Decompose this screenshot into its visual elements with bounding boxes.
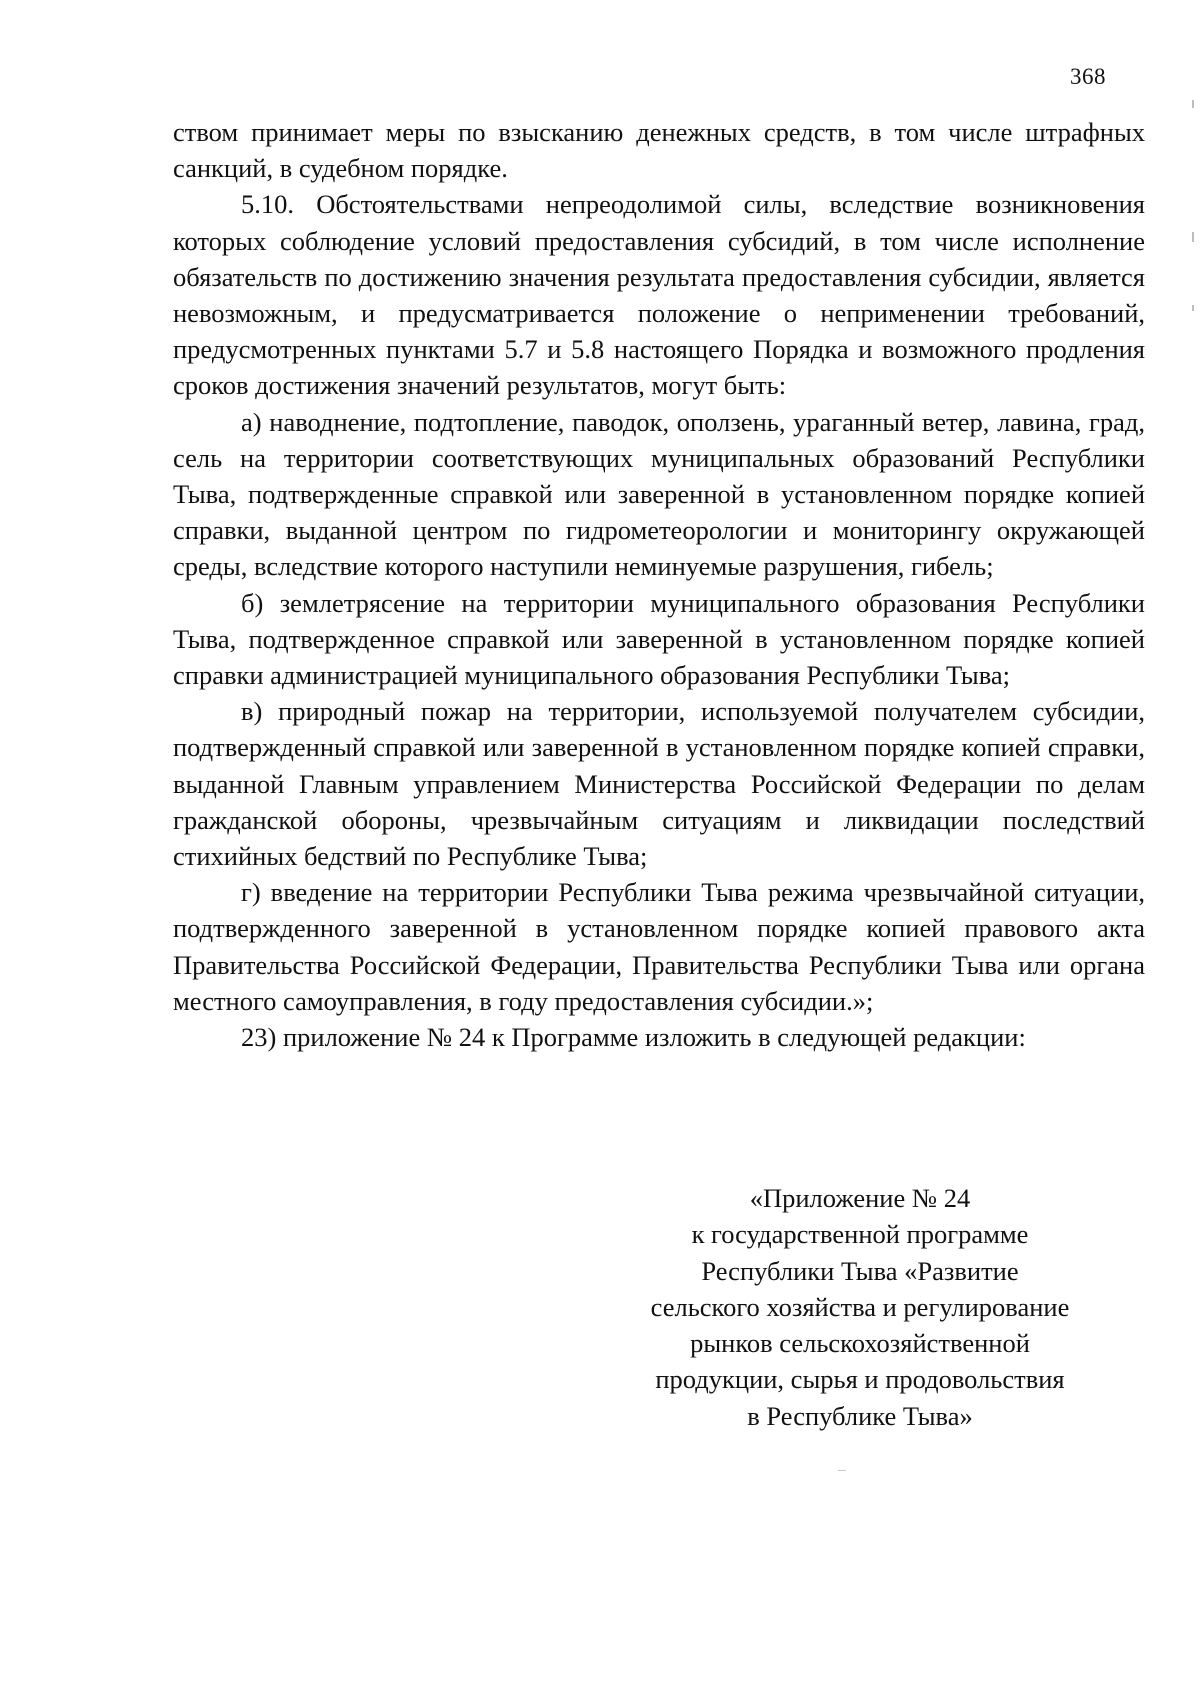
appendix-line: «Приложение № 24 bbox=[749, 1183, 971, 1213]
appendix-header bbox=[620, 1180, 1100, 1434]
paragraph-item-a: а) наводнение, подтопление, паводок, оползень, ураганный ветер, лавина, град, сель на территории соответствующих муниципальных образований Республики Тыва, подтвержденные справкой или заверенной в установленном порядке копией справки, выданной центром по гидрометеорологии и мониторингу окружающей среды, вследствие которого наступили неминуемые разрушения, гибель; bbox=[173, 406, 1145, 582]
appendix-line: к государственной программе bbox=[691, 1219, 1029, 1250]
paragraph-item-v: в) природный пожар на территории, используемой получателем субсидии, подтвержденный справкой или заверенной в установленном порядке копией справки, выданной Главным управлением Министерства Российской Федерации по делам гражданской обороны, чрезвычайным ситуациям и ликвидации последствий стихийных бедствий по Республике Тыва; bbox=[173, 696, 1145, 872]
paragraph-item-23: 23) приложение № 24 к Программе изложить в следующей редакции: bbox=[241, 1022, 1026, 1053]
page-number: 368 bbox=[1070, 64, 1106, 89]
scan-edge-mark bbox=[1192, 232, 1194, 242]
appendix-line: Республики Тыва «Развитие bbox=[701, 1255, 1019, 1286]
paragraph-item-g: г) введение на территории Республики Тыва режима чрезвычайной ситуации, подтвержденного заверенной в установленном порядке копией правового акта Правительства Российской Федерации, Правительства Республики Тыва или органа местного самоуправления, в году предоставления субсидии.»; bbox=[173, 877, 1145, 1016]
body-text bbox=[173, 114, 1145, 1055]
appendix-line: продукции, сырья и продовольствия bbox=[655, 1364, 1065, 1395]
appendix-line: в Республике Тыва» bbox=[747, 1400, 973, 1431]
paragraph-5-10: 5.10. Обстоятельствами непреодолимой силы, вследствие возникновения которых соблюдение условий предоставления субсидий, в том числе исполнение обязательств по достижению значения результата предоставления субсидии, является невозможным, и предусматривается положение о неприменении требований, предусмотренных пунктами 5.7 и 5.8 настоящего Порядка и возможного продления сроков достижения значений результатов, могут быть: bbox=[173, 189, 1145, 401]
appendix-line: рынков сельскохозяйственной bbox=[690, 1328, 1030, 1359]
scan-edge-mark bbox=[1192, 100, 1194, 108]
scan-edge-mark bbox=[1192, 305, 1194, 311]
paragraph-item-b: б) землетрясение на территории муниципального образования Республики Тыва, подтвержденное справкой или заверенной в установленном порядке копией справки администрацией муниципального образования Республики Тыва; bbox=[173, 587, 1145, 691]
scan-speck bbox=[838, 1470, 846, 1471]
appendix-line: сельского хозяйства и регулирование bbox=[650, 1291, 1070, 1322]
paragraph-continuation: ством принимает меры по взысканию денежных средств, в том числе штрафных санкций, в судебном порядке. bbox=[173, 117, 1145, 184]
